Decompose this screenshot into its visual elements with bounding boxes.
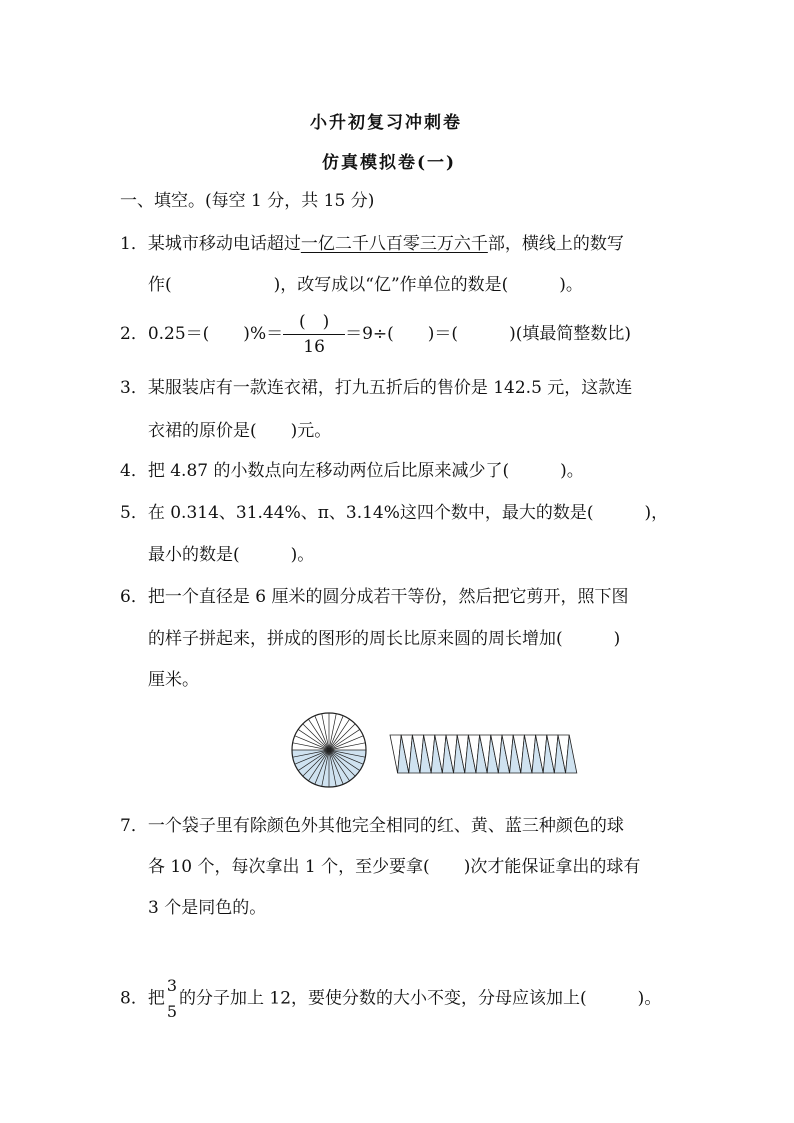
question-1-line-2: 作( )，改写成以“亿”作单位的数是( )。 — [148, 275, 583, 295]
sector-line — [329, 724, 355, 750]
question-text: 部，横线上的数写 — [487, 234, 624, 254]
question-8-line-1 — [120, 976, 661, 1022]
section-heading: 一、填空。(每空 1 分，共 15 分) — [120, 191, 375, 211]
question-text: 把一个直径是 6 厘米的圆分成若干等份，然后把它剪开，照下图 — [147, 587, 629, 607]
rearranged-strip — [390, 735, 577, 773]
fraction-denominator: 16 — [303, 337, 325, 357]
question-number: 6． — [120, 587, 148, 607]
question-number: 2． — [120, 324, 148, 344]
question-6-line-3: 厘米。 — [148, 670, 199, 690]
question-number: 5． — [120, 503, 148, 523]
question-7-line-2: 各 10 个，每次拿出 1 个，至少要拿( )次才能保证拿出的球有 — [148, 857, 641, 877]
question-text: 某服装店有一款连衣裙，打九五折后的售价是 142.5 元，这款连 — [147, 378, 633, 398]
question-text: 的分子加上 12，要使分数的大小不变，分母应该加上( )。 — [179, 988, 662, 1009]
question-text: 把 4.87 的小数点向左移动两位后比原来减少了( )。 — [147, 461, 584, 481]
question-number: 8． — [120, 988, 148, 1009]
exam-subtitle: 仿真模拟卷(一) — [322, 153, 457, 173]
fraction-numerator: ( ) — [283, 312, 345, 335]
question-2-line-1 — [120, 312, 631, 357]
question-7-line-1 — [120, 815, 624, 837]
question-6-line-1 — [120, 586, 628, 608]
question-text: 一个袋子里有除颜色外其他完全相同的红、黄、蓝三种颜色的球 — [147, 816, 624, 836]
question-text: ＝9÷( )＝( )(填最简整数比) — [345, 324, 631, 344]
question-text: 在 0.314、31.44%、π、3.14%这四个数中，最大的数是( )， — [147, 503, 669, 523]
circle-cut-figure — [285, 710, 685, 790]
fraction — [283, 312, 345, 357]
question-number: 7． — [120, 816, 148, 836]
question-number: 4． — [120, 461, 148, 481]
exam-title: 小升初复习冲刺卷 — [310, 113, 462, 133]
question-text: 某城市移动电话超过 — [147, 234, 301, 254]
question-text: 把 — [147, 988, 165, 1009]
sector-circle — [292, 713, 366, 787]
question-5-line-2: 最小的数是( )。 — [148, 545, 315, 565]
question-5-line-1 — [120, 502, 668, 524]
question-4-line-1 — [120, 460, 584, 482]
sector-line — [303, 724, 329, 750]
fraction-numerator: 3 — [166, 976, 178, 995]
question-7-line-3: 3 个是同色的。 — [148, 898, 267, 918]
question-text: 0.25＝( )%＝ — [147, 324, 284, 344]
question-1-line-1 — [120, 233, 624, 255]
underlined-number-text: 一亿二千八百零三万六千 — [300, 234, 488, 254]
question-number: 3． — [120, 378, 148, 398]
question-3-line-2: 衣裙的原价是( )元。 — [148, 421, 332, 441]
question-6-line-2: 的样子拼起来，拼成的图形的周长比原来圆的周长增加( ) — [148, 629, 621, 649]
fraction-denominator: 5 — [166, 1002, 178, 1021]
fraction — [165, 976, 179, 1022]
question-number: 1． — [120, 234, 148, 254]
question-3-line-1 — [120, 377, 632, 399]
